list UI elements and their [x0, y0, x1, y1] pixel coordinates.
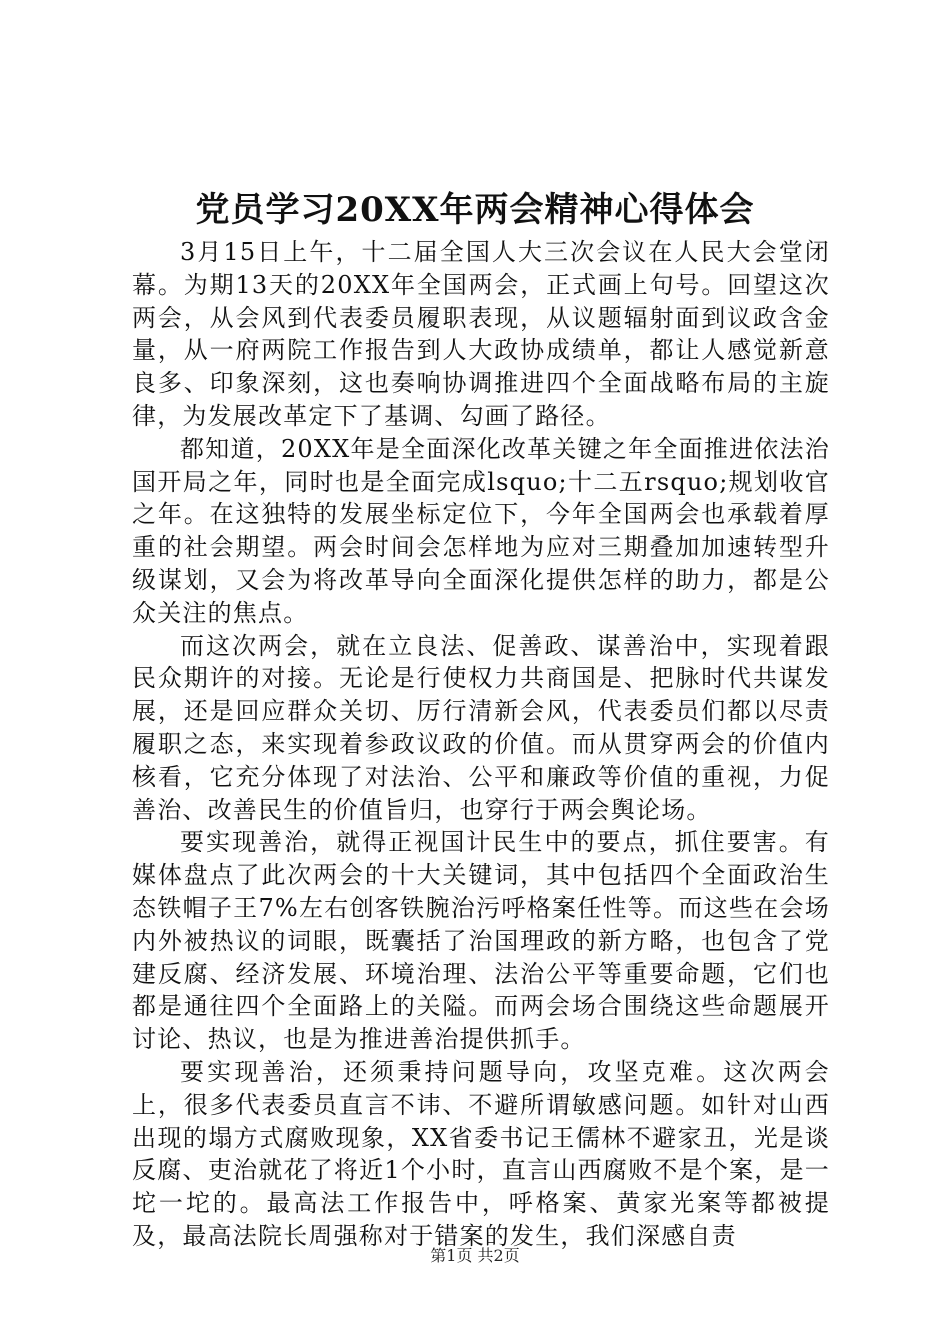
document-title: 党员学习20XX年两会精神心得体会 — [195, 190, 755, 230]
paragraph-4: 要实现善治，就得正视国计民生中的要点，抓住要害。有媒体盘点了此次两会的十大关键词，其中包括四个全面政治生态铁帽子王7%左右创客铁腕治污呼格案任性等。而这些在会场内外被热议的词眼，既囊括了治国理政的新方略，也包含了党建反腐、经济发展、环境治理、法治公平等重要命题，它们也都是通往四个全面路上的关隘。而两会场合围绕这些命题展开讨论、热议，也是为推进善治提供抓手。 — [132, 828, 830, 1054]
paragraph-3: 而这次两会，就在立良法、促善政、谋善治中，实现着跟民众期许的对接。无论是行使权力共商国是、把脉时代共谋发展，还是回应群众关切、厉行清新会风，代表委员们都以尽责履职之态，来实现着参政议政的价值。而从贯穿两会的价值内核看，它充分体现了对法治、公平和廉政等价值的重视，力促善治、改善民生的价值旨归，也穿行于两会舆论场。 — [132, 631, 830, 824]
paragraph-2: 都知道，20XX年是全面深化改革关键之年全面推进依法治国开局之年，同时也是全面完成lsquo;十二五rsquo;规划收官之年。在这独特的发展坐标定位下，今年全国两会也承载着厚重的社会期望。两会时间会怎样地为应对三期叠加加速转型升级谋划，又会为将改革导向全面深化提供怎样的助力，都是公众关注的焦点。 — [132, 434, 830, 627]
document-body — [132, 236, 830, 1253]
paragraph-5: 要实现善治，还须秉持问题导向，攻坚克难。这次两会上，很多代表委员直言不讳、不避所谓敏感问题。如针对山西出现的塌方式腐败现象，XX省委书记王儒林不避家丑，光是谈反腐、吏治就花了将近1个小时，直言山西腐败不是个案，是一坨一坨的。最高法工作报告中，呼格案、黄家光案等都被提及，最高法院长周强称对于错案的发生，我们深感自责 — [132, 1057, 830, 1250]
page-footer — [0, 1245, 950, 1267]
paragraph-1: 3月15日上午，十二届全国人大三次会议在人民大会堂闭幕。为期13天的20XX年全国两会，正式画上句号。回望这次两会，从会风到代表委员履职表现，从议题辐射面到议政含金量，从一府两院工作报告到人大政协成绩单，都让人感觉新意良多、印象深刻，这也奏响协调推进四个全面战略布局的主旋律，为发展改革定下了基调、勾画了路径。 — [132, 238, 830, 430]
page-number: 第1页 共2页 — [430, 1246, 520, 1265]
